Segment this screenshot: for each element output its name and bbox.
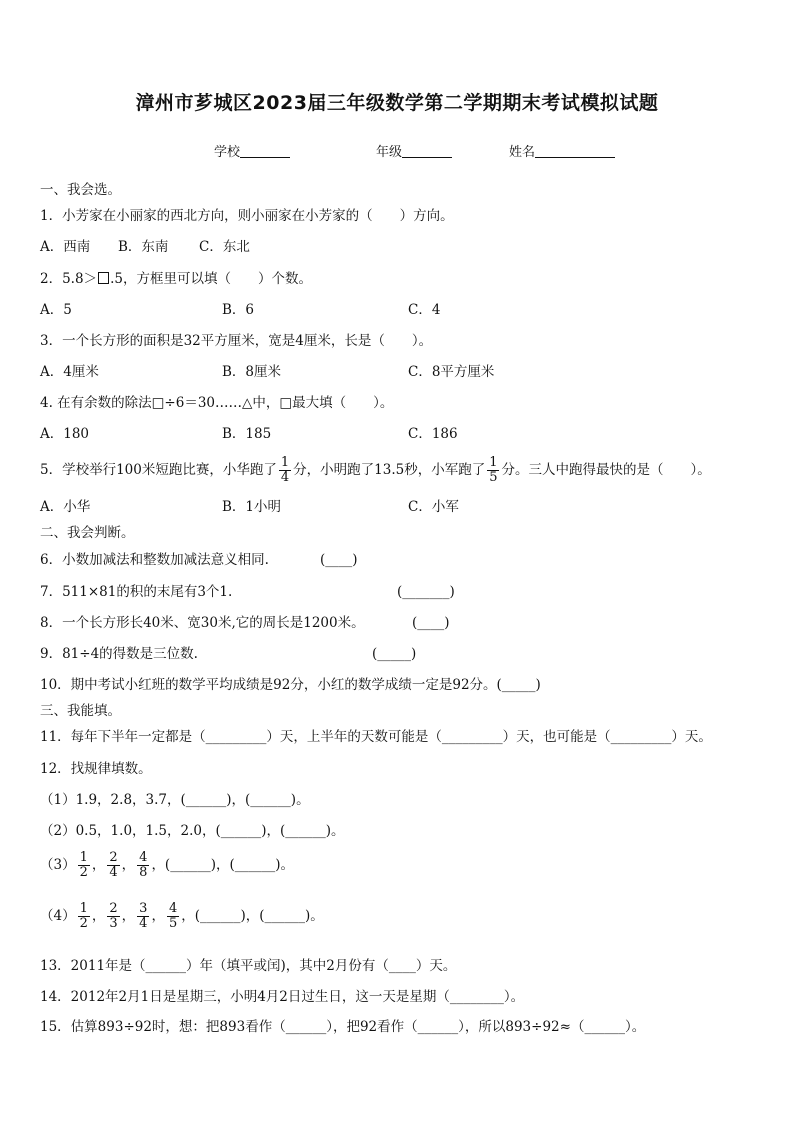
grade-label: 年级 [376,145,403,160]
fraction [78,902,90,931]
question-2 [40,270,312,288]
q6-answer-paren[interactable]: (____) [320,552,358,568]
grade-blank[interactable] [402,145,452,158]
fraction-denominator: 5 [489,470,498,485]
question-14: 14．2012年2月1日是星期三，小明4月2日过生日，这一天是星期（________）。 [40,989,525,1005]
school-blank[interactable] [240,145,290,158]
question-7: 7．511×81的积的末尾有3个1. [40,584,233,600]
q3-option-c: C．8平方厘米 [408,364,495,380]
fraction [137,851,149,880]
q12-sub-2: （2）0.5，1.0，1.5，2.0，(______)，(______)。 [40,823,345,839]
q7-answer-paren[interactable]: (_______) [397,584,455,600]
q1-option-a: A．西南 [40,239,91,255]
q4-option-a: A．180 [40,426,90,442]
school-label: 学校 [214,145,241,160]
question-3: 3．一个长方形的面积是32平方厘米，宽是4厘米，长是（ ）。 [40,333,433,349]
q4-option-c: C．186 [408,426,458,442]
q12-sub-4-tail: ，(______)，(______)。 [181,908,324,924]
fraction [107,902,119,931]
fraction-denominator: 2 [79,916,88,931]
fraction-numerator: 2 [109,850,118,865]
fraction-numerator: 2 [109,901,118,916]
fraction-numerator: 1 [79,850,88,865]
q9-answer-paren[interactable]: (_____) [372,646,417,662]
grade-field [376,141,452,160]
fraction-numerator: 4 [139,850,148,865]
fraction-numerator: 1 [489,455,498,470]
q5-option-a: A．小华 [40,499,91,515]
school-field [214,141,290,160]
fraction-denominator: 5 [168,916,178,931]
fraction-denominator: 8 [139,865,148,880]
question-6: 6．小数加减法和整数加减法意义相同. [40,552,269,568]
q2-text-post: .5，方框里可以填（ ）个数。 [110,271,312,287]
fraction-numerator: 1 [79,901,88,916]
q1-option-b: B．东南 [118,239,169,255]
q5-option-b: B．1小明 [222,499,282,515]
section-heading-3: 三、我能填。 [40,703,121,719]
fraction [107,851,119,880]
fraction-denominator: 2 [79,865,88,880]
name-field [509,141,615,160]
q12-sub-4: （4） $\frac{1}{2}$ ， $\frac{2}{3}$ ， $\frac{3}{4}$ ， $\frac{4}{5}$ ，(______)，(______)。 [40,901,324,931]
question-11: 11．每年下半年一定都是（_________）天，上半年的天数可能是（_________）天，也可能是（_________）天。 [40,729,712,745]
question-9: 9．81÷4的得数是三位数. [40,646,198,662]
q1-option-c: C．东北 [199,239,250,255]
fraction-fifth [487,456,499,485]
section-heading-1: 一、我会选。 [40,182,121,198]
fraction [167,902,179,931]
fraction-denominator: 3 [109,916,118,931]
name-blank[interactable] [535,145,615,158]
question-13: 13．2011年是（______）年（填平或闰)，其中2月份有（____）天。 [40,958,457,974]
fraction [78,851,90,880]
fraction [137,902,149,931]
question-8: 8．一个长方形长40米、宽30米,它的周长是1200米。 [40,615,365,631]
q4-option-b: B．185 [222,426,272,442]
q12-sub-3: （3） $\frac{1}{2}$ ， $\frac{2}{4}$ ， $\frac{4}{8}$ ，(______)，(______)。 [40,850,295,880]
q2-text-pre: 2．5.8＞ [40,271,98,287]
question-1: 1．小芳家在小丽家的西北方向，则小丽家在小芳家的（ ）方向。 [40,208,454,224]
square-box-icon [98,272,109,284]
fraction-denominator: 4 [280,470,290,485]
q5-option-c: C．小军 [408,499,459,515]
q5-text-3: 分。三人中跑得最快的是（ ）。 [501,462,711,478]
q12-sub-3-tail: ，(______)，(______)。 [151,857,295,873]
q2-option-b: B．6 [222,302,255,318]
q3-option-b: B．8厘米 [222,364,282,380]
question-4: 4. 在有余数的除法□÷6＝30……△中，□最大填（ ）。 [40,395,394,411]
fraction-denominator: 4 [109,865,118,880]
q8-answer-paren[interactable]: (____) [412,615,450,631]
fraction-denominator: 4 [139,916,148,931]
section-heading-2: 二、我会判断。 [40,525,135,541]
q3-option-a: A．4厘米 [40,364,99,380]
q12-sub-4-label: （4） [40,908,76,924]
fraction-quarter [279,456,291,485]
q12-sub-3-label: （3） [40,857,76,873]
question-10: 10．期中考试小红班的数学平均成绩是92分，小红的数学成绩一定是92分。(_____) [40,677,541,693]
page-title: 漳州市芗城区2023届三年级数学第二学期期末考试模拟试题 [135,92,659,114]
question-12: 12．找规律填数。 [40,761,152,777]
q2-option-c: C．4 [408,302,441,318]
q5-text-2: 分，小明跑了13.5秒，小军跑了 [293,462,486,478]
fraction-numerator: 4 [168,901,178,916]
q12-sub-1: （1）1.9，2.8，3.7，(______)，(______)。 [40,792,310,808]
name-label: 姓名 [509,145,536,160]
q5-text-1: 5．学校举行100米短跑比赛，小华跑了 [40,462,277,478]
fraction-numerator: 3 [139,901,148,916]
q2-option-a: A．5 [40,302,72,318]
question-5 [40,455,711,485]
fraction-numerator: 1 [280,455,290,470]
question-15: 15．估算893÷92时，想：把893看作（______），把92看作（______），所以893÷92≈（______）。 [40,1019,646,1035]
